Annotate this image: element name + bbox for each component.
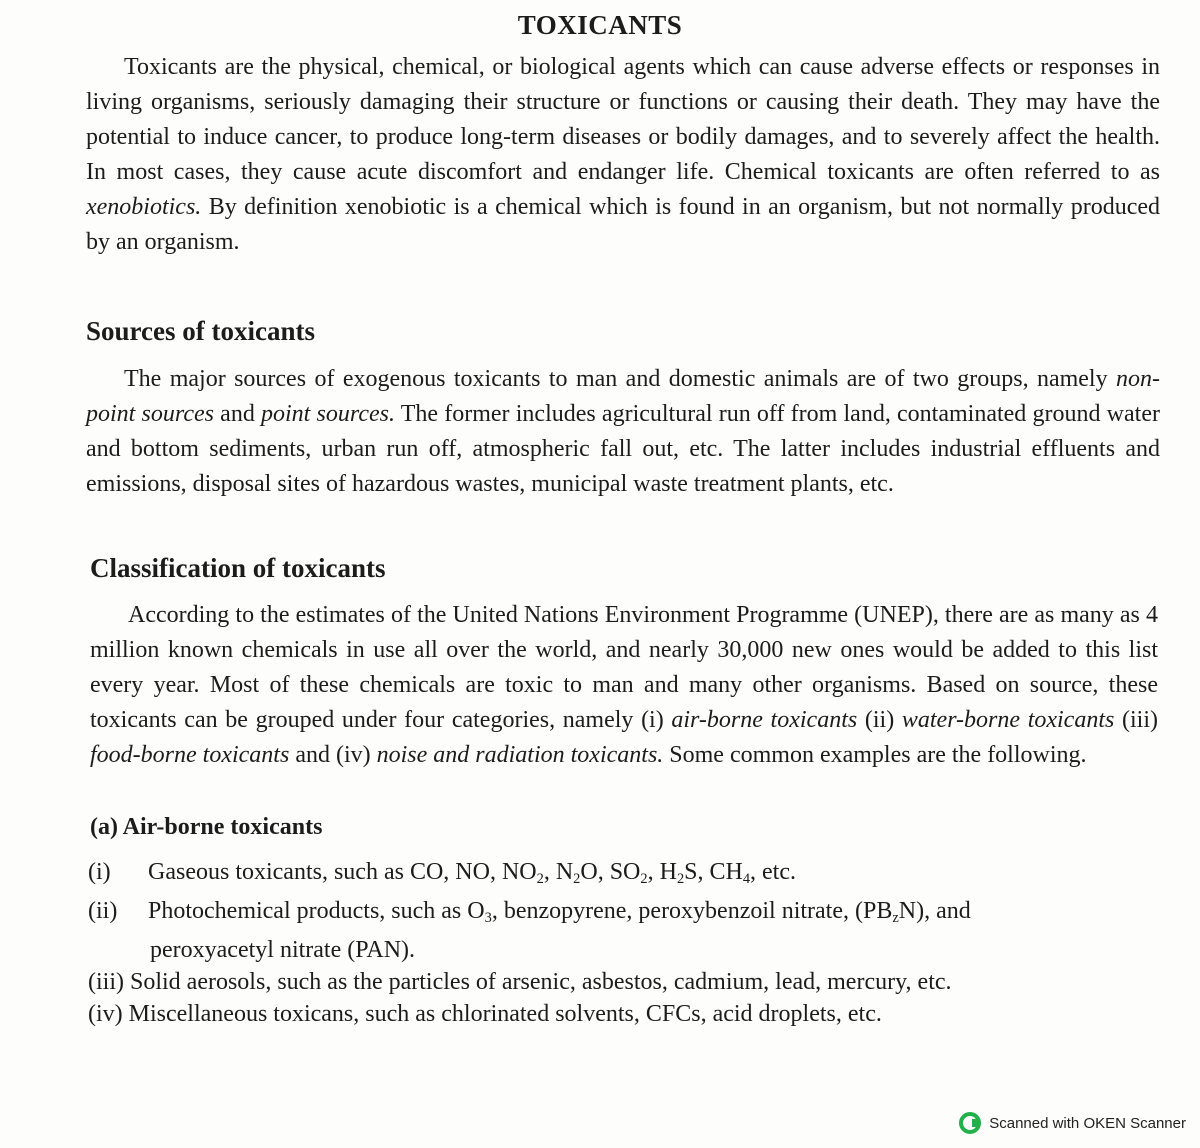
class-water-borne: water-borne toxicants <box>901 707 1115 733</box>
class-text-3: (iii) <box>1114 707 1158 733</box>
class-text-1: According to the estimates of the United Nations Environment Programme (UNEP), there are as many as 4 million known chemicals in use all over the world, and nearly 30,000 new ones would be added to this list every year. Most of these chemicals are toxic to man and many other organisms. Based on source, these toxicants can be grouped under four categories, namely (i) <box>90 602 1158 733</box>
list-text: Photochemical products, such as O <box>148 898 485 924</box>
classification-heading: Classification of toxicants <box>90 553 386 583</box>
subscript: 2 <box>536 871 544 887</box>
sources-text-3: The former includes agricultural run off from land, contaminated ground water and bottom sediments, urban run off, atmospheric fall out, etc. The latter includes industrial effluents and emissions, disposal sites of hazardous wastes, municipal waste treatment plants, etc. <box>86 401 1160 497</box>
list-item: (iii) Solid aerosols, such as the particles of arsenic, asbestos, cadmium, lead, mercury, etc. <box>88 969 952 995</box>
list-text: O, SO <box>580 859 641 885</box>
list-text: N), and <box>898 898 971 924</box>
intro-text-1: Toxicants are the physical, chemical, or biological agents which can cause adverse effects or responses in living organisms, seriously damaging their structure or functions or causing their death. They may have the potential to induce cancer, to produce long-term diseases or bodily damages, and to severely affect the health. In most cases, they cause acute discomfort and endanger life. Chemical toxicants are often referred to as <box>86 54 1160 185</box>
sources-point: point sources. <box>261 401 395 427</box>
sources-paragraph <box>86 362 1160 502</box>
list-item-continuation: peroxyacetyl nitrate (PAN). <box>150 937 416 963</box>
airborne-heading: (a) Air-borne toxicants <box>90 814 323 840</box>
list-text: , N <box>543 859 574 885</box>
class-air-borne: air-borne toxicants <box>671 707 858 733</box>
list-text: Gaseous toxicants, such as CO, NO, NO <box>148 859 537 885</box>
list-number: (ii) <box>88 898 118 924</box>
subscript: z <box>892 910 899 926</box>
airborne-list <box>88 856 1158 1030</box>
sources-text-2: and <box>213 401 262 427</box>
oken-scanner-logo-icon <box>959 1112 981 1134</box>
scanner-watermark-text: Scanned with OKEN Scanner <box>989 1114 1186 1132</box>
list-text: S, CH <box>684 859 743 885</box>
class-text-2: (ii) <box>857 707 902 733</box>
list-item: (iv) Miscellaneous toxicans, such as chlorinated solvents, CFCs, acid droplets, etc. <box>88 1001 882 1027</box>
scanner-watermark <box>959 1112 1186 1134</box>
classification-paragraph <box>90 598 1158 773</box>
subscript: 2 <box>573 871 581 887</box>
class-food-borne: food-borne toxicants <box>90 742 290 768</box>
intro-paragraph <box>86 50 1160 260</box>
list-item <box>88 856 1158 895</box>
subscript: 3 <box>484 910 492 926</box>
class-text-5: Some common examples are the following. <box>663 742 1087 768</box>
sources-text-1: The major sources of exogenous toxicants to man and domestic animals are of two groups, namely <box>124 366 1116 392</box>
class-text-4: and (iv) <box>289 742 377 768</box>
class-noise-radiation: noise and radiation toxicants. <box>376 742 664 768</box>
sources-non-point: non-point sources <box>86 366 1160 427</box>
list-text: , etc. <box>750 859 797 885</box>
sources-heading: Sources of toxicants <box>86 316 315 346</box>
list-number: (i) <box>88 859 111 885</box>
subscript: 4 <box>742 871 751 887</box>
list-text: , benzopyrene, peroxybenzoil nitrate, (PB <box>491 898 893 924</box>
page-title: TOXICANTS <box>517 10 683 40</box>
intro-text-2: By definition xenobiotic is a chemical which is found in an organism, but not normally produced by an organism. <box>86 194 1160 255</box>
subscript: 2 <box>640 871 648 887</box>
intro-xenobiotics: xenobiotics. <box>86 194 202 220</box>
list-text: , H <box>647 859 677 885</box>
list-item <box>88 895 1158 934</box>
subscript: 2 <box>676 871 685 887</box>
